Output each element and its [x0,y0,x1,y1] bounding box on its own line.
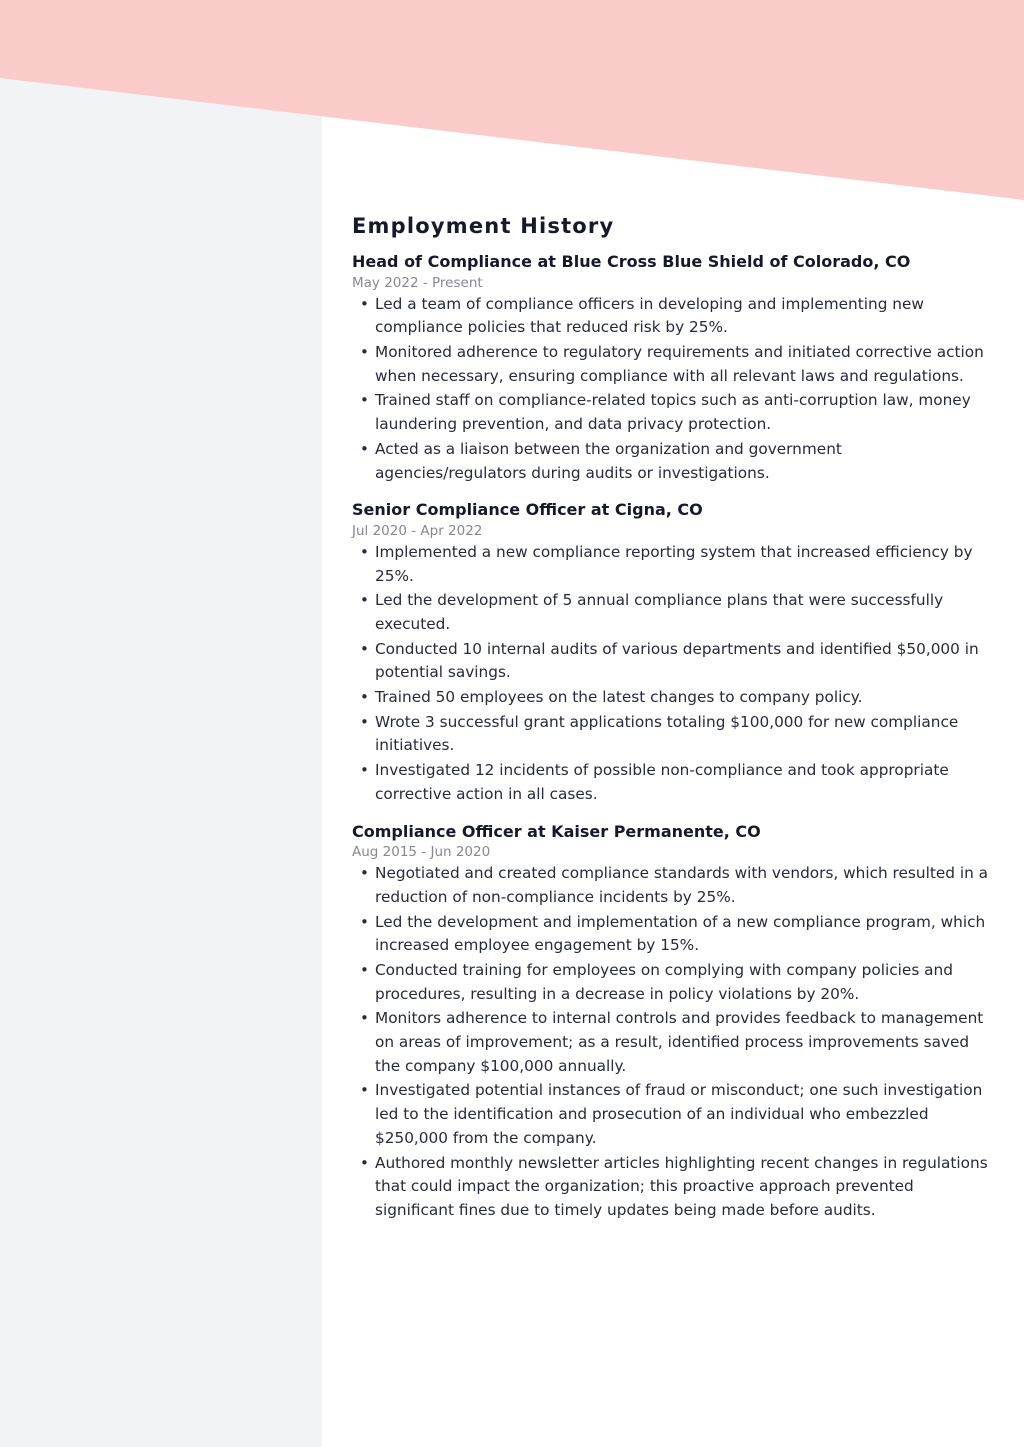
employment-bullet: • Acted as a liaison between the organization and government agencies/regulators during audits or investigations. [352,438,992,485]
employment-bullet: • Trained staff on compliance-related topics such as anti-corruption law, money laundering prevention, and data privacy protection. [352,389,992,436]
employment-bullet: • Investigated potential instances of fraud or misconduct; one such investigation led to the identification and prosecution of an individual who embezzled $250,000 from the company. [352,1079,992,1150]
employment-bullet: • Negotiated and created compliance standards with vendors, which resulted in a reduction of non-compliance incidents by 25%. [352,862,992,909]
employment-bullet: • Monitors adherence to internal controls and provides feedback to management on areas of improvement; as a result, identified process improvements saved the company $100,000 annually. [352,1007,992,1078]
employment-bullet-list [352,293,992,486]
employment-date: Jul 2020 - Apr 2022 [352,522,483,539]
employment-date: Aug 2015 - Jun 2020 [352,844,491,861]
employment-bullet: • Authored monthly newsletter articles highlighting recent changes in regulations that could impact the organization; this proactive approach prevented significant fines due to timely updates being made before audits. [352,1152,992,1223]
employment-bullet: • Conducted training for employees on complying with company policies and procedures, resulting in a decrease in policy violations by 20%. [352,959,992,1006]
employment-entry [352,251,992,485]
employment-bullet: • Led the development and implementation of a new compliance program, which increased employee engagement by 15%. [352,911,992,958]
employment-list [352,251,992,1223]
employment-title: Senior Compliance Officer at Cigna, CO [352,500,703,520]
main-content [352,214,992,1237]
employment-title: Head of Compliance at Blue Cross Blue Shield of Colorado, CO [352,252,911,271]
employment-bullet: • Led a team of compliance officers in developing and implementing new compliance policies that reduced risk by 25%. [352,293,992,340]
employment-bullet: • Trained 50 employees on the latest changes to company policy. [352,686,992,710]
employment-bullet: • Implemented a new compliance reporting system that increased efficiency by 25%. [352,541,992,588]
employment-bullet: • Investigated 12 incidents of possible non-compliance and took appropriate corrective action in all cases. [352,759,992,806]
employment-bullet: • Wrote 3 successful grant applications totaling $100,000 for new compliance initiatives. [352,711,992,758]
employment-bullet: • Monitored adherence to regulatory requirements and initiated corrective action when necessary, ensuring compliance with all relevant laws and regulations. [352,341,992,388]
employment-bullet-list [352,862,992,1223]
employment-bullet: • Conducted 10 internal audits of various departments and identified $50,000 in potential savings. [352,638,992,685]
employment-entry [352,821,992,1223]
employment-title: Compliance Officer at Kaiser Permanente, CO [352,821,761,841]
sidebar [0,0,322,1447]
employment-heading: Employment History [352,214,615,238]
employment-entry [352,499,992,806]
employment-bullet: • Led the development of 5 annual compliance plans that were successfully executed. [352,589,992,636]
employment-bullet-list [352,541,992,807]
employment-date: May 2022 - Present [352,274,483,291]
